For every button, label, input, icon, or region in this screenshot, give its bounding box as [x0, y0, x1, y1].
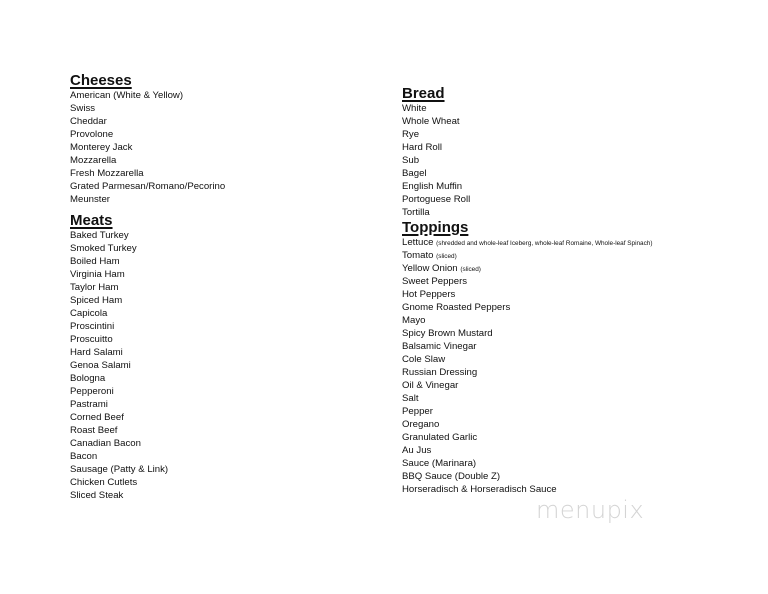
topping-item [402, 457, 742, 470]
topping-note: (sliced) [460, 266, 481, 273]
meat-item: Corned Beef [70, 412, 124, 423]
toppings-heading: Toppings [402, 219, 469, 236]
meat-item: Capicola [70, 308, 108, 319]
topping-name: Salt [402, 393, 419, 404]
meat-item: Proscintini [70, 321, 115, 332]
topping-name: Oregano [402, 419, 440, 430]
bread-item: Tortilla [402, 207, 430, 218]
meat-item: Boiled Ham [70, 256, 120, 267]
topping-item [402, 301, 742, 314]
bread-heading: Bread [402, 85, 445, 102]
cheese-item: Meunster [70, 194, 110, 205]
meat-item: Smoked Turkey [70, 243, 137, 254]
bread-item: Hard Roll [402, 142, 442, 153]
topping-name: Pepper [402, 406, 433, 417]
meat-item: Chicken Cutlets [70, 477, 138, 488]
meat-item: Virginia Ham [70, 269, 125, 280]
topping-item [402, 431, 742, 444]
cheese-item: Grated Parmesan/Romano/Pecorino [70, 181, 226, 192]
topping-name: Cole Slaw [402, 354, 446, 365]
topping-name: Hot Peppers [402, 289, 456, 300]
bread-item: Bagel [402, 168, 427, 179]
right-column [402, 85, 742, 496]
topping-item [402, 483, 742, 496]
topping-item [402, 288, 742, 301]
cheeses-list [70, 89, 370, 206]
topping-item [402, 444, 742, 457]
topping-name: Oil & Vinegar [402, 380, 459, 391]
cheese-item: Monterey Jack [70, 142, 133, 153]
topping-name: Tomato [402, 250, 434, 261]
topping-note: (sliced) [436, 253, 457, 260]
topping-item [402, 340, 742, 353]
left-column [70, 72, 370, 502]
meat-item: Bacon [70, 451, 98, 462]
meat-item: Taylor Ham [70, 282, 119, 293]
cheese-item: Swiss [70, 103, 96, 114]
topping-name: Gnome Roasted Peppers [402, 302, 511, 313]
topping-name: Lettuce [402, 237, 434, 248]
cheese-item: Fresh Mozzarella [70, 168, 144, 179]
topping-name: Spicy Brown Mustard [402, 328, 493, 339]
toppings-list [402, 236, 742, 496]
topping-item [402, 236, 742, 249]
topping-item [402, 418, 742, 431]
topping-name: Balsamic Vinegar [402, 341, 477, 352]
meat-item: Genoa Salami [70, 360, 131, 371]
topping-name: Russian Dressing [402, 367, 478, 378]
bread-item: Sub [402, 155, 420, 166]
cheese-item: Provolone [70, 129, 114, 140]
meat-item: Pepperoni [70, 386, 114, 397]
meats-heading: Meats [70, 212, 113, 229]
topping-item [402, 327, 742, 340]
topping-item [402, 379, 742, 392]
topping-note: (shredded and whole-leaf Iceberg, whole-leaf Romaine, Whole-leaf Spinach) [436, 240, 653, 247]
bread-item: White [402, 103, 427, 114]
meat-item: Pastrami [70, 399, 108, 410]
topping-name: Horseradisch & Horseradisch Sauce [402, 484, 557, 495]
meat-item: Sliced Steak [70, 490, 124, 501]
topping-name: Mayo [402, 315, 426, 326]
topping-name: Au Jus [402, 445, 432, 456]
bread-item: Rye [402, 129, 420, 140]
cheese-item: Cheddar [70, 116, 107, 127]
topping-item [402, 470, 742, 483]
topping-name: Yellow Onion [402, 263, 458, 274]
menupix-watermark: menupix [536, 496, 645, 524]
topping-item [402, 249, 742, 262]
meat-item: Canadian Bacon [70, 438, 141, 449]
meat-item: Hard Salami [70, 347, 123, 358]
bread-item: Whole Wheat [402, 116, 460, 127]
bread-item: English Muffin [402, 181, 463, 192]
topping-item [402, 275, 742, 288]
topping-item [402, 405, 742, 418]
topping-item [402, 392, 742, 405]
topping-item [402, 366, 742, 379]
topping-name: Sauce (Marinara) [402, 458, 477, 469]
topping-item [402, 353, 742, 366]
topping-name: Sweet Peppers [402, 276, 468, 287]
meat-item: Proscuitto [70, 334, 113, 345]
meat-item: Bologna [70, 373, 106, 384]
bread-item: Portoguese Roll [402, 194, 471, 205]
meat-item: Sausage (Patty & Link) [70, 464, 169, 475]
meat-item: Roast Beef [70, 425, 118, 436]
topping-item [402, 314, 742, 327]
cheese-item: American (White & Yellow) [70, 90, 184, 101]
meats-list [70, 229, 370, 502]
meat-item: Baked Turkey [70, 230, 129, 241]
cheeses-heading: Cheeses [70, 72, 132, 89]
cheese-item: Mozzarella [70, 155, 117, 166]
topping-name: BBQ Sauce (Double Z) [402, 471, 501, 482]
bread-list [402, 102, 742, 219]
topping-name: Granulated Garlic [402, 432, 478, 443]
meat-item: Spiced Ham [70, 295, 123, 306]
topping-item [402, 262, 742, 275]
